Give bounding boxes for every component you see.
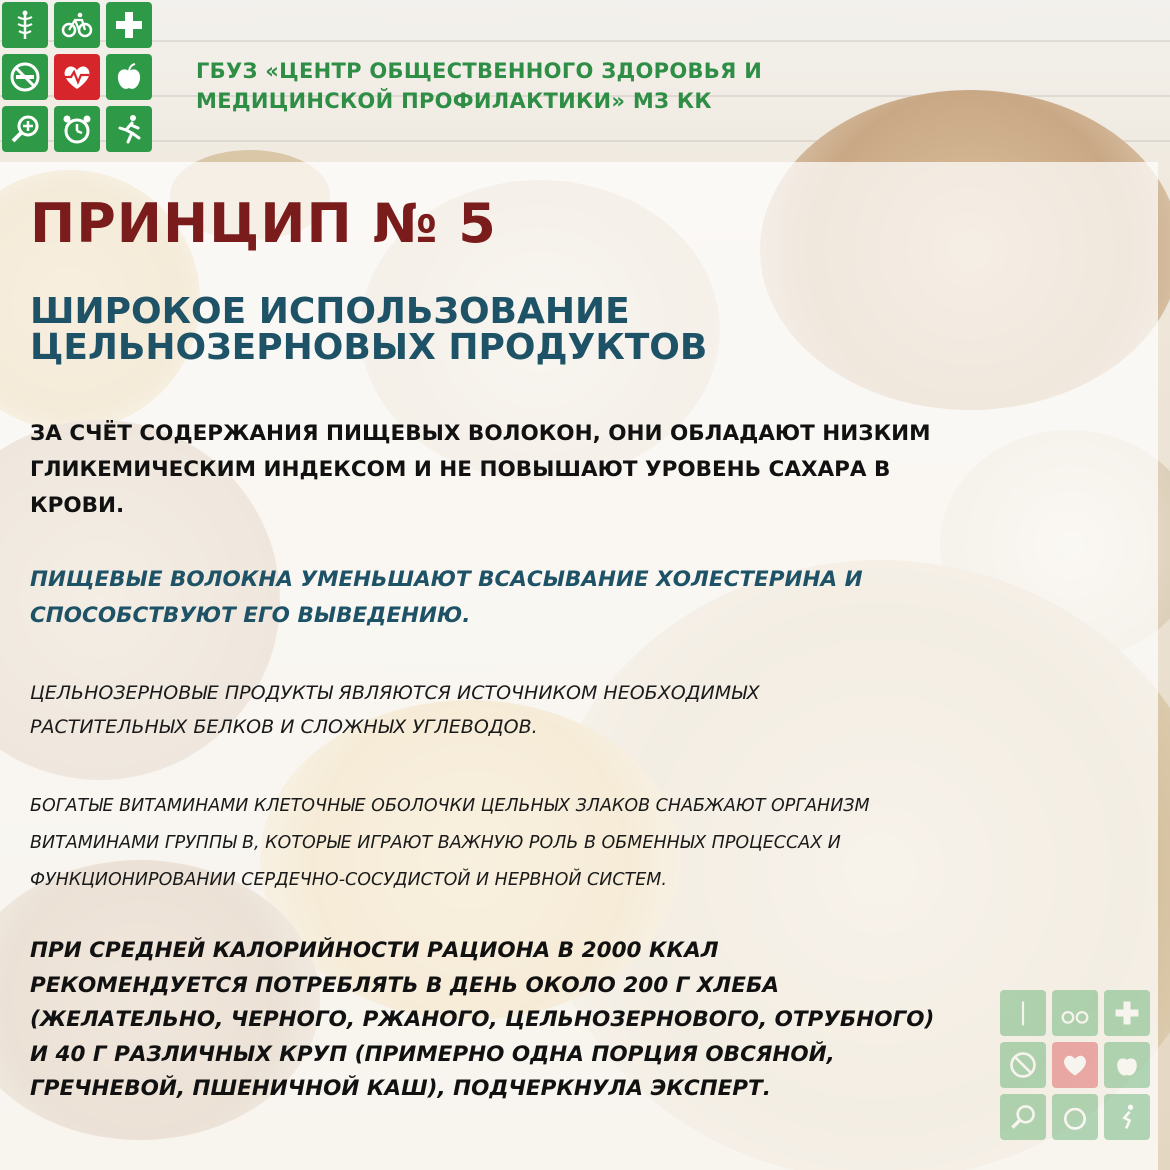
paragraph-line: ФУНКЦИОНИРОВАНИИ СЕРДЕЧНО-СОСУДИСТОЙ И НЕРВНОЙ СИСТЕМ. bbox=[30, 870, 667, 890]
watermark-logo bbox=[1000, 990, 1160, 1150]
paragraph-glycemic bbox=[30, 416, 1140, 524]
apple-icon bbox=[106, 54, 152, 100]
paragraph-line: ЦЕЛЬНОЗЕРНОВЫЕ ПРОДУКТЫ ЯВЛЯЮТСЯ ИСТОЧНИКОМ НЕОБХОДИМЫХ bbox=[30, 682, 760, 704]
paragraph-line: СПОСОБСТВУЮТ ЕГО ВЫВЕДЕНИЮ. bbox=[30, 603, 471, 628]
organization-name bbox=[196, 56, 896, 116]
apple-icon bbox=[1104, 1042, 1150, 1088]
paragraph-line: ВИТАМИНАМИ ГРУППЫ В, КОТОРЫЕ ИГРАЮТ ВАЖНУЮ РОЛЬ В ОБМЕННЫХ ПРОЦЕССАХ И bbox=[30, 833, 841, 853]
paragraph-line: ПИЩЕВЫЕ ВОЛОКНА УМЕНЬШАЮТ ВСАСЫВАНИЕ ХОЛЕСТЕРИНА И bbox=[30, 567, 863, 592]
paragraph-recommendation bbox=[30, 934, 1140, 1107]
cross-icon bbox=[106, 2, 152, 48]
subtitle-line-1: ШИРОКОЕ ИСПОЛЬЗОВАНИЕ bbox=[30, 291, 630, 332]
bicycle-icon bbox=[1052, 990, 1098, 1036]
paragraph-vitamins bbox=[30, 788, 1140, 899]
logo bbox=[2, 2, 156, 156]
page-title: ПРИНЦИП № 5 bbox=[30, 192, 497, 255]
subtitle-line-2: ЦЕЛЬНОЗЕРНОВЫХ ПРОДУКТОВ bbox=[30, 327, 708, 368]
alarm-clock-icon bbox=[54, 106, 100, 152]
alarm-clock-icon bbox=[1052, 1094, 1098, 1140]
runner-icon bbox=[1104, 1094, 1150, 1140]
paragraph-line: КРОВИ. bbox=[30, 493, 125, 518]
no-smoking-icon bbox=[1000, 1042, 1046, 1088]
paragraph-proteins bbox=[30, 676, 1140, 744]
bicycle-icon bbox=[54, 2, 100, 48]
heart-pulse-icon bbox=[1052, 1042, 1098, 1088]
paragraph-line: ГРЕЧНЕВОЙ, ПШЕНИЧНОЙ КАШ), ПОДЧЕРКНУЛА ЭКСПЕРТ. bbox=[30, 1076, 771, 1101]
paragraph-line: РАСТИТЕЛЬНЫХ БЕЛКОВ И СЛОЖНЫХ УГЛЕВОДОВ. bbox=[30, 716, 538, 738]
heart-pulse-icon bbox=[54, 54, 100, 100]
paragraph-cholesterol bbox=[30, 562, 1140, 634]
org-name-line-2: МЕДИЦИНСКОЙ ПРОФИЛАКТИКИ» МЗ КК bbox=[196, 89, 712, 113]
org-name-line-1: ГБУЗ «ЦЕНТР ОБЩЕСТВЕННОГО ЗДОРОВЬЯ И bbox=[196, 59, 763, 83]
paragraph-line: ГЛИКЕМИЧЕСКИМ ИНДЕКСОМ И НЕ ПОВЫШАЮТ УРОВЕНЬ САХАРА В bbox=[30, 457, 891, 482]
header bbox=[0, 0, 1170, 160]
magnifier-icon bbox=[2, 106, 48, 152]
magnifier-icon bbox=[1000, 1094, 1046, 1140]
cross-icon bbox=[1104, 990, 1150, 1036]
paragraph-line: (ЖЕЛАТЕЛЬНО, ЧЕРНОГО, РЖАНОГО, ЦЕЛЬНОЗЕРНОВОГО, ОТРУБНОГО) bbox=[30, 1007, 935, 1032]
no-smoking-icon bbox=[2, 54, 48, 100]
paragraph-line: ПРИ СРЕДНЕЙ КАЛОРИЙНОСТИ РАЦИОНА В 2000 ККАЛ bbox=[30, 938, 719, 963]
caduceus-icon bbox=[2, 2, 48, 48]
paragraph-line: РЕКОМЕНДУЕТСЯ ПОТРЕБЛЯТЬ В ДЕНЬ ОКОЛО 200 Г ХЛЕБА bbox=[30, 972, 780, 998]
paragraph-line: БОГАТЫЕ ВИТАМИНАМИ КЛЕТОЧНЫЕ ОБОЛОЧКИ ЦЕЛЬНЫХ ЗЛАКОВ СНАБЖАЮТ ОРГАНИЗМ bbox=[30, 796, 870, 816]
runner-icon bbox=[106, 106, 152, 152]
page-subtitle bbox=[30, 291, 708, 368]
caduceus-icon bbox=[1000, 990, 1046, 1036]
paragraph-line: И 40 Г РАЗЛИЧНЫХ КРУП (ПРИМЕРНО ОДНА ПОРЦИЯ ОВСЯНОЙ, bbox=[30, 1041, 835, 1067]
paragraph-line: ЗА СЧЁТ СОДЕРЖАНИЯ ПИЩЕВЫХ ВОЛОКОН, ОНИ ОБЛАДАЮТ НИЗКИМ bbox=[30, 421, 931, 446]
